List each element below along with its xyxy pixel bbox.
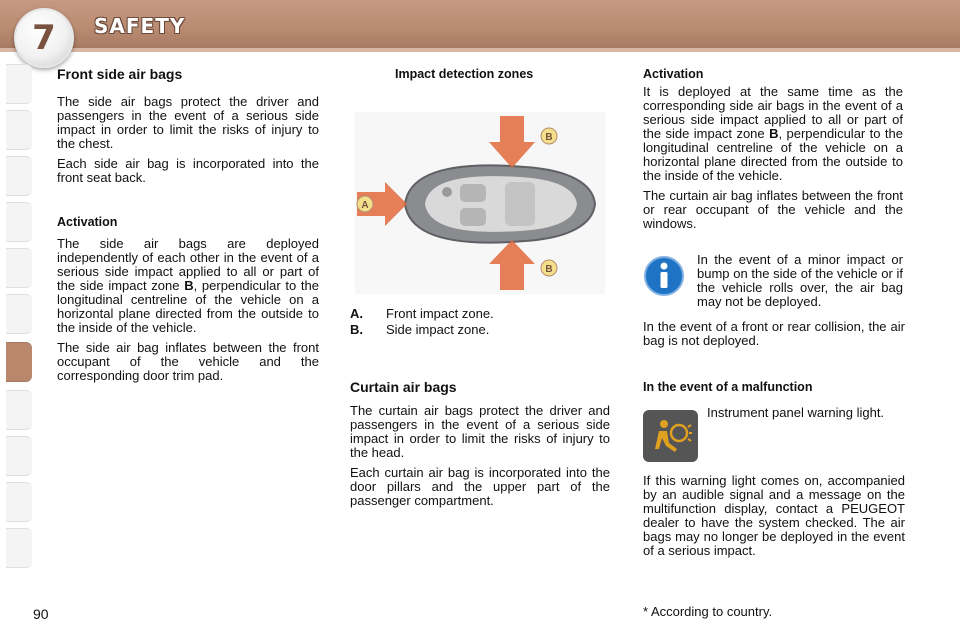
left-activation-title: Activation	[57, 215, 118, 229]
info-text: In the event of a minor impact or bump on the side of the vehicle or if the vehicle rolls over, the air bag may not be deployed.	[697, 252, 903, 309]
chapter-number: 7	[32, 18, 56, 58]
malfunction-text: If this warning light comes on, accompanied by an audible signal and a message on the multifunction display, contact a PEUGEOT dealer to have the system checked. The air bags may no longer be deployed in the event of a serious impact.	[643, 473, 905, 558]
marker-a: A	[361, 200, 369, 211]
chapter-tab[interactable]	[6, 294, 32, 334]
left-activation-text: The side air bags are deployed independently of each other in the event of a serious side impact applied to all or part of the side impact zone B, perpendicular to the longitudinal centreline of the vehicle on a horizontal plane directed from the outside to the inside of the vehicle.	[57, 236, 319, 335]
diagram-title: Impact detection zones	[395, 67, 534, 81]
curtain-para1: The curtain air bags protect the driver and passengers in the event of a serious side impact in order to limit the risks of injury to the head.	[350, 403, 610, 460]
right-activation-text: It is deployed at the same time as the corresponding side air bags in the event of a serious side impact applied to all or part of the side impact zone B, perpendicular to the longitudinal centreline of the vehicle on a horizontal plane directed from the outside to the inside of the vehicle.	[643, 84, 903, 183]
left-inflate-text: The side air bag inflates between the front occupant of the vehicle and the corresponding door trim pad.	[57, 340, 319, 383]
header-rule	[0, 48, 960, 52]
marker-b-bottom: B	[545, 264, 553, 275]
impact-zones-diagram	[355, 112, 605, 294]
chapter-tab[interactable]	[6, 110, 32, 150]
left-column	[57, 67, 319, 389]
curtain-airbags-section	[350, 380, 610, 514]
right-activation-section	[643, 67, 903, 237]
malfunction-title: In the event of a malfunction	[643, 380, 813, 394]
collision-text: In the event of a front or rear collision, the air bag is not deployed.	[643, 319, 905, 348]
collision-note	[643, 320, 905, 354]
legend	[350, 307, 605, 339]
chapter-tab[interactable]	[6, 248, 32, 288]
chapter-tab[interactable]	[6, 156, 32, 196]
legend-item-b: B. Side impact zone.	[350, 322, 490, 337]
warning-label-wrap	[707, 406, 903, 426]
front-side-airbags-title: Front side air bags	[57, 66, 183, 82]
info-icon	[643, 255, 685, 297]
left-para1: The side air bags protect the driver and passengers in the event of a serious side impact in order to limit the risks of injury to the chest.	[57, 94, 319, 151]
chapter-tab[interactable]	[6, 528, 32, 568]
chapter-tab[interactable]	[6, 436, 32, 476]
airbag-warning-icon	[643, 410, 698, 462]
diagram-title-wrap	[395, 67, 605, 81]
chapter-tab[interactable]	[6, 390, 32, 430]
page-number: 90	[33, 606, 49, 622]
curtain-para2: Each curtain air bag is incorporated into the door pillars and the upper part of the passenger compartment.	[350, 465, 610, 508]
marker-b-top: B	[545, 132, 553, 143]
curtain-airbags-title: Curtain air bags	[350, 379, 457, 395]
malfunction-title-wrap	[643, 380, 905, 394]
right-activation-title: Activation	[643, 67, 704, 81]
chapter-tab[interactable]	[6, 64, 32, 104]
chapter-tab[interactable]	[6, 202, 32, 242]
footnote: * According to country.	[643, 604, 773, 619]
legend-item-a: A. Front impact zone.	[350, 306, 494, 321]
warning-label: Instrument panel warning light.	[707, 405, 885, 420]
chapter-tab-active[interactable]	[6, 342, 32, 382]
chapter-tabs	[0, 52, 34, 576]
right-inflate-text: The curtain air bag inflates between the front or rear occupant of the vehicle and the windows.	[643, 188, 903, 231]
info-note	[697, 253, 903, 315]
chapter-tab[interactable]	[6, 482, 32, 522]
malfunction-text-wrap	[643, 474, 905, 564]
left-para2: Each side air bag is incorporated into the front seat back.	[57, 156, 319, 185]
section-title: SAFETY	[94, 14, 186, 38]
